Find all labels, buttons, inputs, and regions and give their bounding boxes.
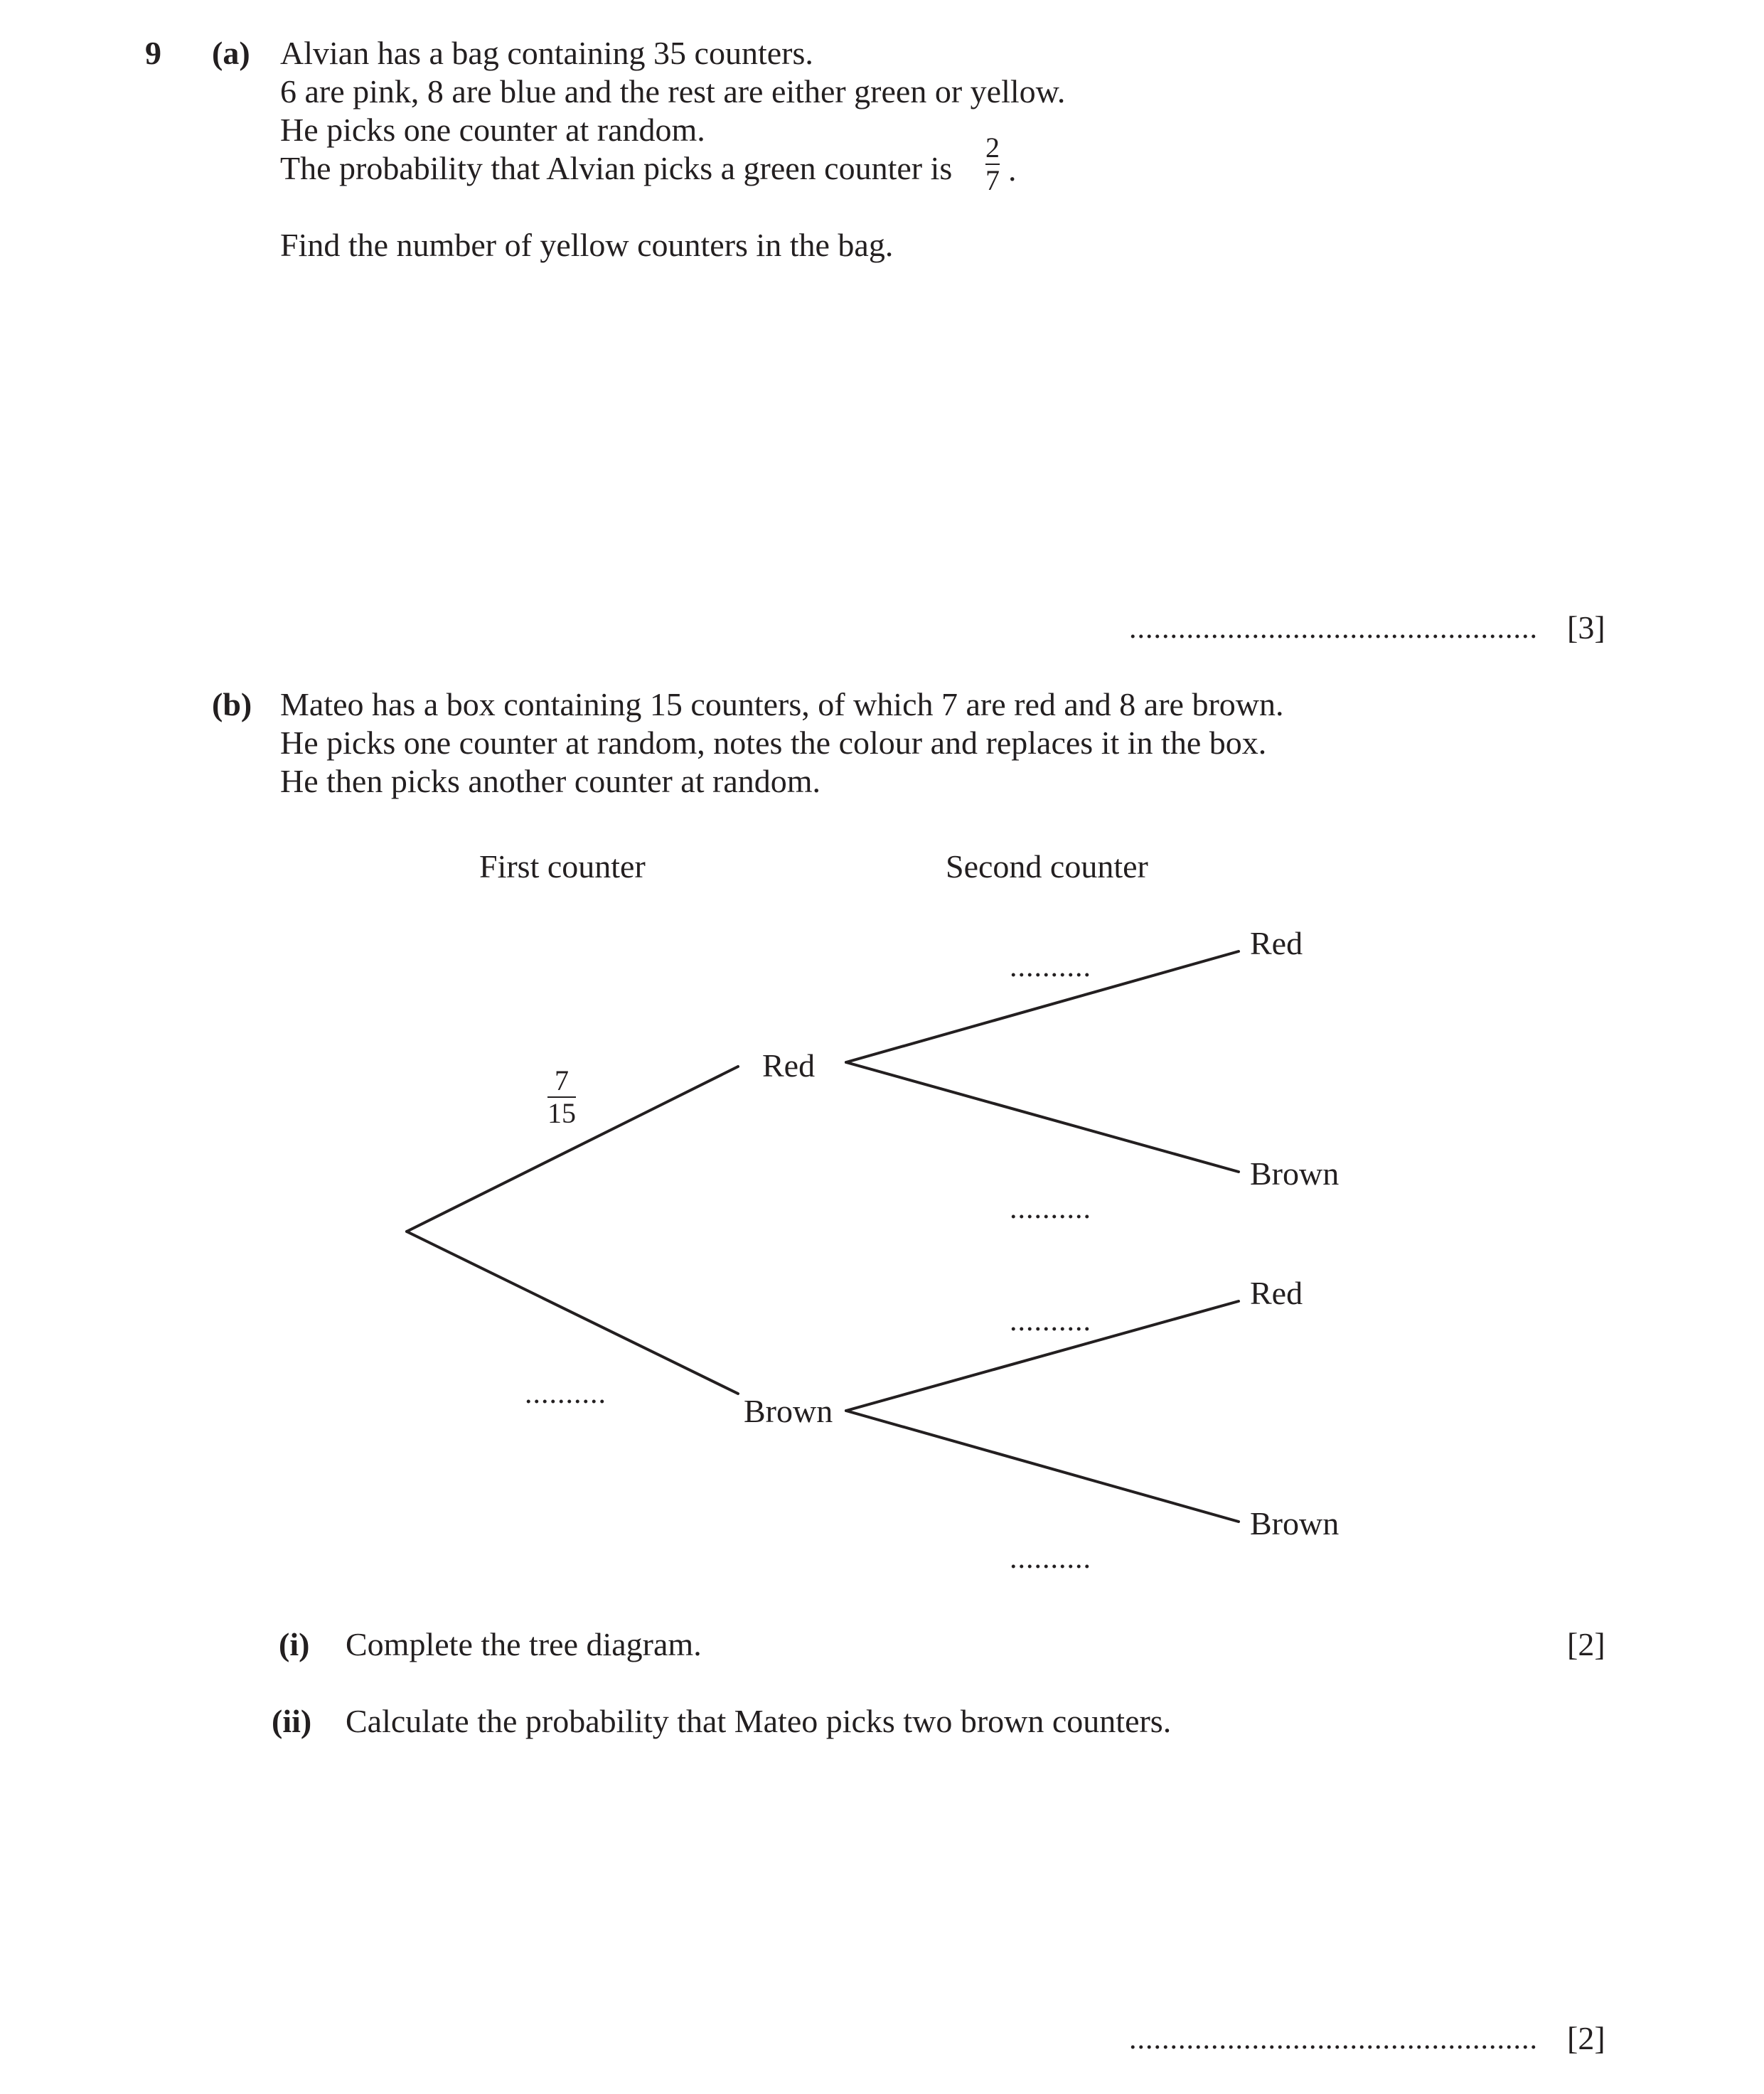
node-red-red: Red — [1250, 925, 1303, 961]
part-b-line-2: He picks one counter at random, notes the colour and replaces it in the box. — [280, 725, 1267, 761]
blank-brown-red[interactable]: .......... — [1010, 1305, 1091, 1337]
part-b-line-1: Mateo has a box containing 15 counters, of which 7 are red and 8 are brown. — [280, 686, 1284, 722]
fraction-numerator: 7 — [555, 1064, 569, 1096]
part-a-task: Find the number of yellow counters in the bag. — [280, 227, 894, 263]
node-brown-brown: Brown — [1250, 1505, 1340, 1542]
part-a-line-1: Alvian has a bag containing 35 counters. — [280, 35, 813, 71]
question-number: 9 — [145, 35, 161, 71]
branch-brown-brown — [846, 1411, 1239, 1522]
first-red-probability — [547, 1064, 576, 1129]
part-a-answer-line[interactable]: .................................................. — [1129, 612, 1538, 645]
part-ii-text: Calculate the probability that Mateo picks two brown counters. — [346, 1703, 1172, 1739]
part-b-line-3: He then picks another counter at random. — [280, 763, 821, 799]
blank-red-brown[interactable]: .......... — [1010, 1192, 1091, 1225]
node-red-brown: Brown — [1250, 1155, 1340, 1192]
branch-first-brown — [407, 1232, 738, 1394]
probability-period: . — [1008, 151, 1017, 188]
node-first-brown: Brown — [744, 1393, 833, 1429]
heading-first-counter: First counter — [479, 848, 646, 885]
part-i-text: Complete the tree diagram. — [346, 1626, 702, 1662]
heading-second-counter: Second counter — [946, 848, 1148, 885]
node-first-red: Red — [762, 1047, 816, 1084]
blank-red-red[interactable]: .......... — [1010, 951, 1091, 983]
part-a-label: (a) — [212, 35, 250, 71]
blank-brown-brown[interactable]: .......... — [1010, 1542, 1091, 1575]
part-a-line-2: 6 are pink, 8 are blue and the rest are either green or yellow. — [280, 73, 1066, 109]
fraction-denominator: 15 — [547, 1097, 576, 1129]
part-a-marks: [3] — [1567, 609, 1605, 646]
part-b-label: (b) — [212, 686, 252, 722]
fraction-numerator: 2 — [985, 132, 1000, 164]
part-i-marks: [2] — [1567, 1626, 1605, 1662]
fraction-denominator: 7 — [985, 164, 1000, 196]
branch-red-brown — [846, 1062, 1239, 1172]
part-ii-label: (ii) — [272, 1703, 312, 1739]
part-i-label: (i) — [279, 1626, 310, 1662]
first-brown-probability-blank[interactable]: .......... — [525, 1377, 606, 1410]
part-ii-marks: [2] — [1567, 2020, 1605, 2056]
part-a-probability-line: The probability that Alvian picks a green counter is — [280, 150, 953, 186]
part-a-line-3: He picks one counter at random. — [280, 112, 705, 148]
node-brown-red: Red — [1250, 1275, 1303, 1311]
part-ii-answer-line[interactable]: .................................................. — [1129, 2023, 1538, 2056]
